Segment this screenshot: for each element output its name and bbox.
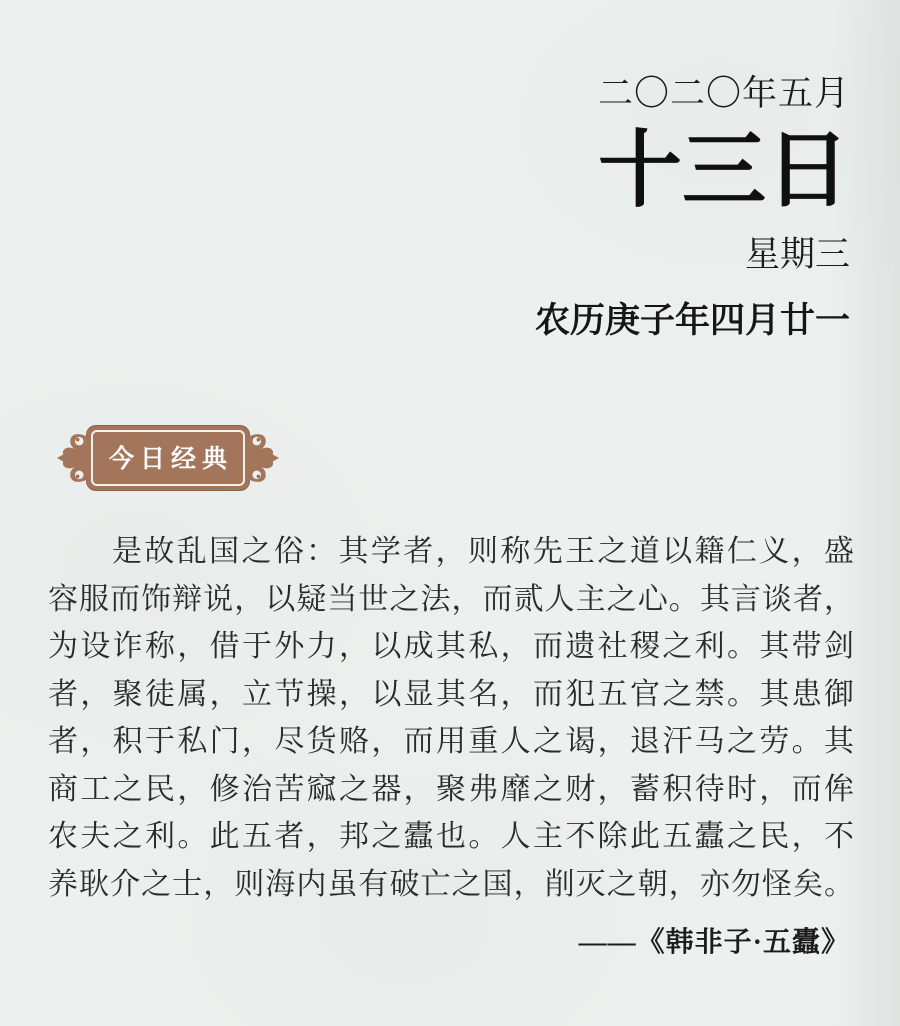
classic-text-line: 农夫之利。此五者，邦之蠹也。人主不除此五蠹之民，不 (48, 820, 854, 853)
classic-text-line: 为设诈称，借于外力，以成其私，而遗社稷之利。其带剑 (48, 630, 854, 663)
badge-label: 今日经典 (109, 445, 234, 473)
classic-text-line: 者，积于私门，尽货赂，而用重人之谒，退汗马之劳。其 (48, 725, 854, 758)
weekday-label: 星期三 (744, 235, 850, 274)
lunar-date-label: 农历庚子年四月廿一 (534, 301, 850, 340)
classic-text-line: 养耿介之士，则海内虽有破亡之国，削灭之朝，亦勿怪矣。 (48, 867, 854, 901)
cloud-scroll-right-icon (247, 427, 279, 489)
classic-text-line: 容服而饰辩说，以疑当世之法，而贰人主之心。其言谈者， (48, 582, 854, 616)
day-label: 十三日 (597, 125, 850, 218)
date-block (535, 76, 850, 340)
classic-text-line: 者，聚徒属，立节操，以显其名，而犯五官之禁。其患御 (48, 677, 854, 711)
attribution: ——《韩非子·五蠹》 (578, 927, 850, 958)
badge-inner-border (91, 430, 245, 486)
classic-text-line: 商工之民，修治苦窳之器，聚弗靡之财，蓄积待时，而侔 (48, 772, 854, 806)
gregorian-month-label: 二〇二〇年五月 (597, 74, 850, 113)
classic-text (48, 528, 854, 908)
today-classic-badge (57, 426, 279, 490)
badge-frame (87, 426, 249, 490)
classic-text-line: 是故乱国之俗：其学者，则称先王之道以籍仁义，盛 (112, 535, 854, 568)
cloud-scroll-left-icon (57, 427, 89, 489)
